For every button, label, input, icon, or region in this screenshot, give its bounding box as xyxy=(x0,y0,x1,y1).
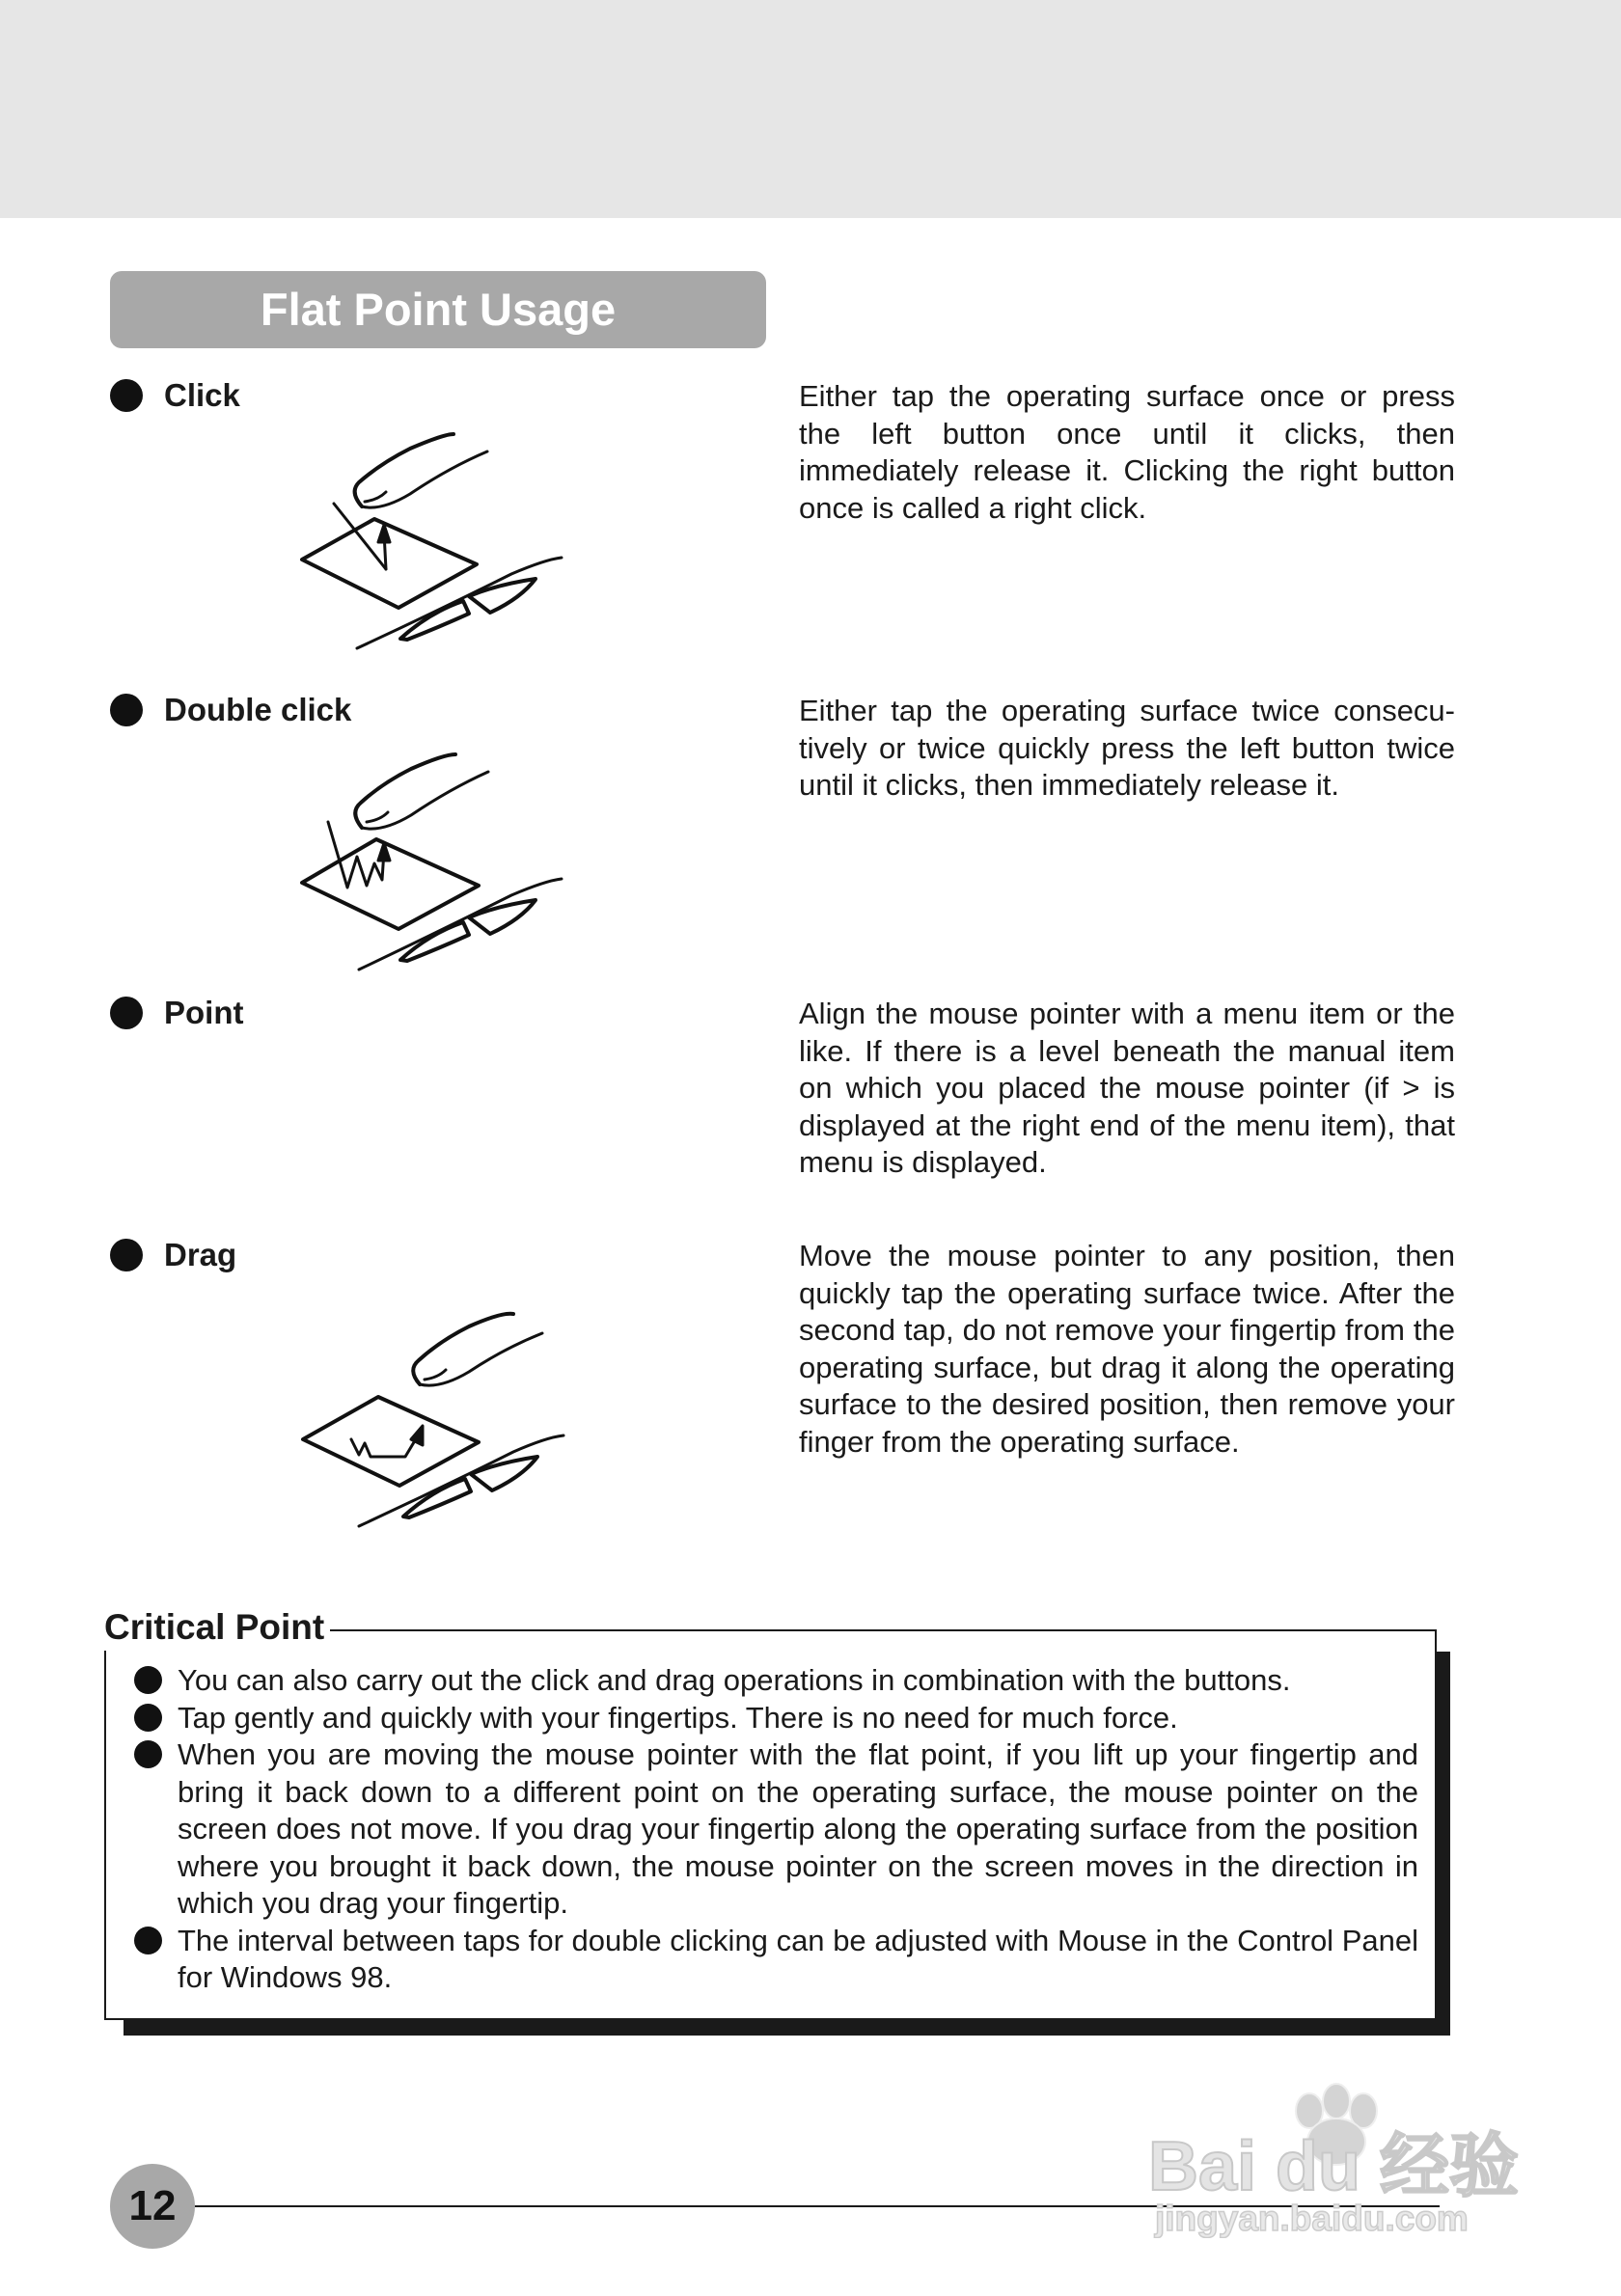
section-point-heading xyxy=(110,994,243,1032)
bullet-icon xyxy=(134,1666,162,1694)
critical-point-list xyxy=(129,1662,1418,1997)
left-button xyxy=(400,922,469,961)
section-click-label: Click xyxy=(164,377,240,413)
baidu-watermark xyxy=(1143,2074,1529,2238)
list-item: The interval between taps for double clicking can be adjusted with Mouse in the Control Panel for Windows 98. xyxy=(129,1923,1418,1997)
section-drag-description: Move the mouse pointer to any position, then quickly tap the operating surface twice. After the second tap, do not remove your fingertip from the operating surface, but drag it along the operating surface to the desired position, then remove your finger from the operating surface. xyxy=(799,1239,1455,1459)
watermark-url: jingyan.baidu.com xyxy=(1155,2199,1469,2238)
tap-arrowhead xyxy=(378,525,390,542)
section-drag-label: Drag xyxy=(164,1237,237,1272)
bullet-icon xyxy=(134,1740,162,1768)
fingernail xyxy=(425,1370,446,1380)
section-point-label: Point xyxy=(164,995,244,1030)
section-double-click-description: Either tap the operating surface twice consecu-tively or twice quickly press the left button twice until it clicks, then immediately release it. xyxy=(799,694,1455,802)
page-title: Flat Point Usage xyxy=(110,271,766,348)
bullet-icon xyxy=(110,1239,143,1271)
bullet-icon xyxy=(110,694,143,726)
section-double-click-heading xyxy=(110,691,351,729)
bullet-icon xyxy=(110,379,143,412)
finger-outline xyxy=(355,434,453,506)
double-click-illustration xyxy=(289,743,579,974)
section-point-description: Align the mouse pointer with a menu item or the like. If there is a level beneath the manual item on which you placed the mouse pointer (if > is displayed at the right end of the menu item), that menu is displayed. xyxy=(799,997,1455,1179)
fingernail xyxy=(367,812,388,822)
touchpad-surface xyxy=(302,839,479,929)
list-item: Tap gently and quickly with your fingertips. There is no need for much force. xyxy=(129,1700,1418,1737)
list-item: You can also carry out the click and drag operations in combination with the buttons. xyxy=(129,1662,1418,1700)
right-button xyxy=(471,1457,537,1490)
finger-underside xyxy=(420,1333,542,1385)
bullet-icon xyxy=(134,1927,162,1954)
section-click-description: Either tap the operating surface once or press the left button once until it clicks, then immediately release it. Clicking the right button once is called a right click. xyxy=(799,379,1455,525)
right-button xyxy=(469,579,536,613)
touchpad-surface xyxy=(303,1397,479,1486)
list-item: When you are moving the mouse pointer with the flat point, if you lift up your fingertip and bring it back down to a different point on the operating surface, the mouse pointer on the screen does not move. If you drag your fingertip along the operating surface from the position where you brought it back down, the mouse pointer on the screen moves in the direction in which you drag your fingertip. xyxy=(129,1736,1418,1923)
fingernail xyxy=(365,492,386,502)
page-number: 12 xyxy=(110,2164,195,2249)
critical-point-title: Critical Point xyxy=(104,1604,330,1651)
header-band xyxy=(0,0,1621,218)
right-button xyxy=(469,900,536,934)
click-illustration xyxy=(289,424,579,656)
bullet-icon xyxy=(110,997,143,1029)
watermark-brand: Bai du 经验 xyxy=(1148,2128,1520,2205)
section-drag-heading xyxy=(110,1236,236,1274)
left-button xyxy=(400,601,469,640)
finger-outline xyxy=(355,754,455,828)
bullet-icon xyxy=(134,1704,162,1732)
left-button xyxy=(403,1479,471,1517)
finger-underside xyxy=(362,451,487,507)
tap-line xyxy=(328,822,384,888)
touchpad-surface xyxy=(302,519,477,608)
section-double-click-label: Double click xyxy=(164,692,352,727)
section-click-heading xyxy=(110,376,240,415)
drag-path xyxy=(351,1437,417,1457)
finger-underside xyxy=(362,772,488,829)
critical-point-box xyxy=(104,1629,1437,2020)
drag-illustration xyxy=(289,1302,579,1534)
